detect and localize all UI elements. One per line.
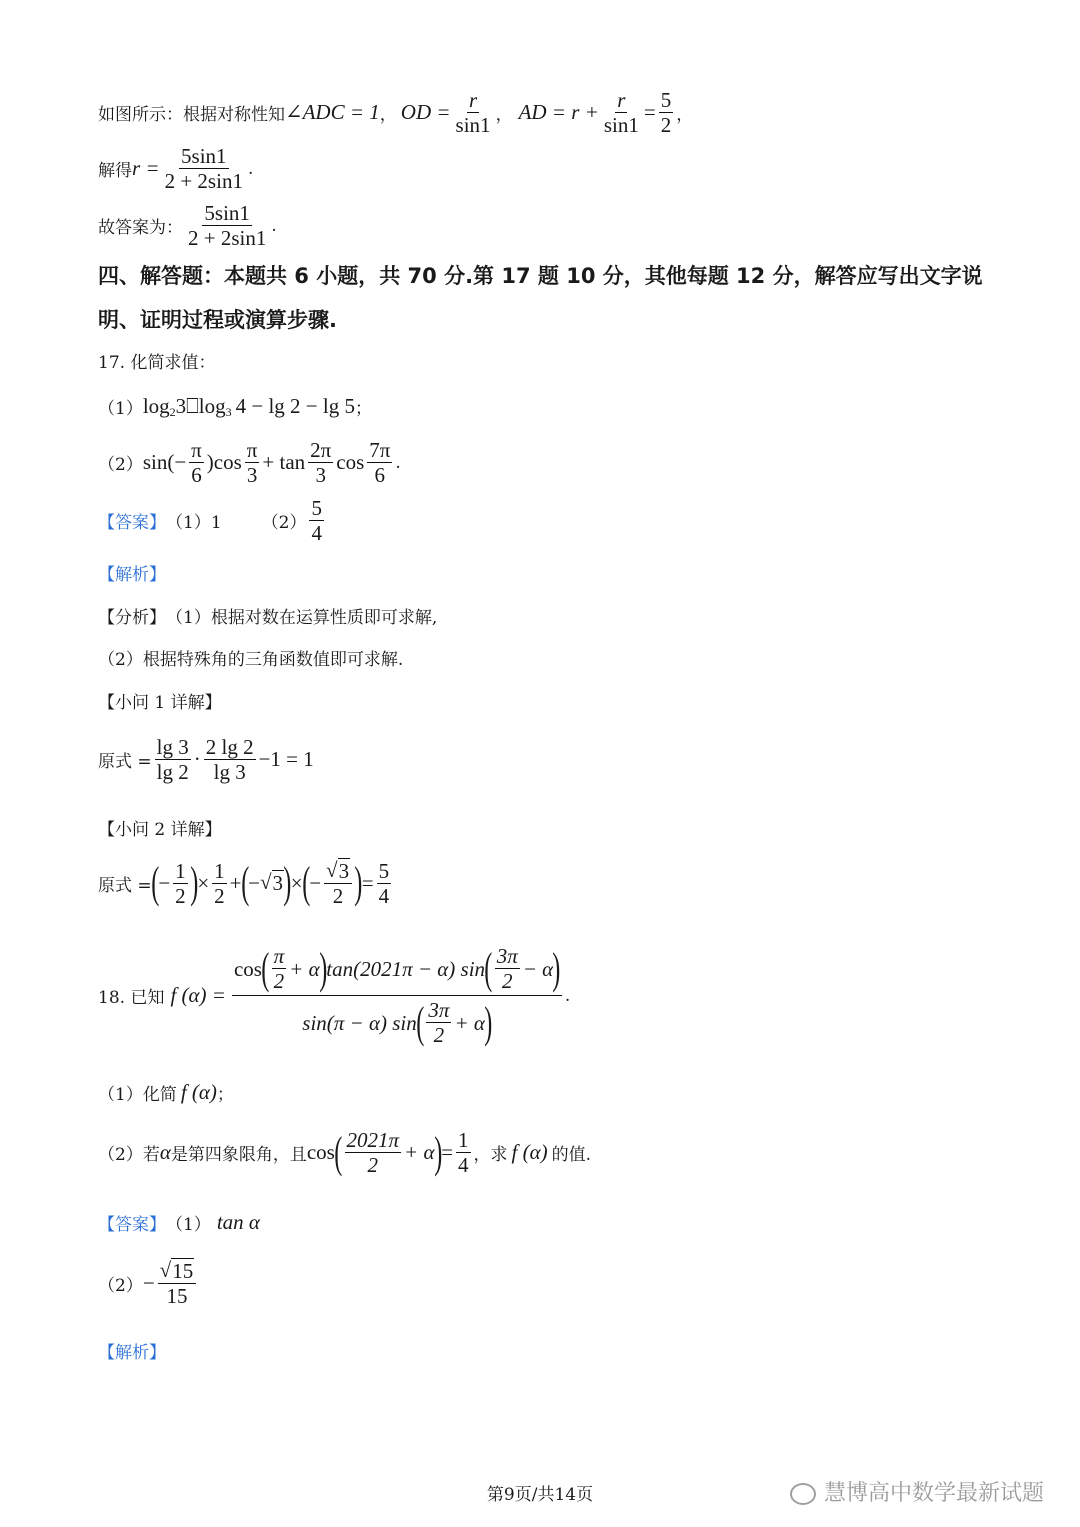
fraction-1-2 — [173, 859, 188, 908]
watermark — [790, 1476, 1044, 1507]
watermark-text: 慧博高中数学最新试题 — [823, 1481, 1044, 1506]
line-answer — [98, 201, 277, 250]
wechat-icon — [790, 1483, 816, 1505]
label: 原式 = — [98, 875, 152, 896]
numerator: π — [246, 438, 258, 462]
denominator: sin1 — [603, 113, 639, 138]
fraction-5-over-2 — [659, 88, 674, 137]
q17-sub2-solution — [98, 858, 394, 908]
label: 原式 = — [98, 752, 152, 773]
cos: cos — [233, 956, 262, 981]
minus: − — [248, 870, 260, 895]
paren-open: ( — [301, 858, 310, 908]
section-heading-line1: 四、解答题：本题共 6 小题，共 70 分.第 17 题 10 分，其他每题 12 分，解答应写出文字说 — [98, 264, 983, 288]
expr: 3⎕log — [175, 394, 226, 418]
period: . — [271, 215, 277, 236]
paren-close: ) — [433, 1127, 442, 1177]
fraction-sqrt3-2 — [324, 858, 352, 908]
q17-sub1-title: 【小问 1 详解】 — [98, 693, 222, 713]
numerator: r — [617, 88, 626, 112]
q17-part2 — [98, 438, 401, 487]
dot: · — [193, 747, 201, 772]
denominator: 2 — [273, 969, 285, 994]
sqrt-3: √ 3 — [260, 870, 284, 896]
expr: 4 − lg 2 − lg 5 — [235, 394, 355, 418]
q17-part1 — [98, 394, 372, 419]
numerator: 3π — [496, 944, 518, 968]
numerator: 2π — [310, 438, 332, 462]
alpha: α — [159, 1140, 171, 1165]
numerator: lg 3 — [156, 735, 189, 759]
numerator: 5sin1 — [181, 144, 227, 168]
fraction-3pi-2 — [426, 998, 451, 1047]
answer-2-label: （2） — [261, 513, 307, 534]
comma: ， — [676, 105, 694, 126]
expr: + tan — [262, 450, 306, 475]
tan-part: tan(2021π − α) sin — [326, 956, 486, 981]
denominator: 2 — [332, 884, 344, 909]
fraction-1-4 — [456, 1128, 471, 1177]
plus-alpha: + α — [289, 956, 320, 981]
numerator: 1 — [175, 858, 186, 883]
den-part: sin(π − α) sin — [302, 1010, 417, 1035]
numerator: 2 lg 2 — [205, 735, 254, 759]
q17-sub2-title: 【小问 2 详解】 — [98, 820, 222, 840]
paren-open: ( — [416, 997, 425, 1047]
denominator: 4 — [458, 1153, 469, 1178]
expr: )cos — [206, 450, 242, 475]
section-heading-line2: 明、证明过程或演算步骤. — [98, 308, 337, 332]
subscript: 2 — [169, 405, 176, 419]
minus: − — [142, 1270, 155, 1295]
numerator: √ 3 — [324, 858, 352, 884]
fraction-2021pi-2 — [345, 1128, 402, 1177]
minus-alpha: − α — [522, 956, 554, 981]
q18-analysis-tag: 【解析】 — [98, 1343, 166, 1363]
od-lhs: OD = — [400, 100, 451, 125]
paren-close: ) — [283, 858, 292, 908]
equals: = — [441, 1140, 453, 1165]
r-eq: r = — [132, 156, 160, 181]
denominator: 6 — [191, 463, 202, 488]
denominator: 6 — [374, 463, 386, 488]
angle-adc: ∠ADC = 1 — [285, 100, 380, 125]
f-alpha: f (α) = — [170, 983, 226, 1008]
numerator: 5 — [660, 88, 672, 112]
denominator: 4 — [311, 521, 322, 546]
period: . — [564, 985, 571, 1006]
line-solve — [98, 144, 253, 193]
denominator: 2 — [214, 883, 225, 908]
period: . — [395, 452, 401, 473]
fraction-answer — [186, 201, 268, 250]
answer-tag: 【答案】 — [98, 1215, 166, 1235]
paren-close: ) — [484, 997, 493, 1047]
text: 是第四象限角，且 — [170, 1145, 307, 1166]
denominator: lg 2 — [156, 760, 189, 785]
f-alpha: f (α) — [180, 1080, 217, 1104]
numerator: 5sin1 — [204, 201, 250, 225]
times: × — [290, 870, 303, 895]
numerator: 1 — [458, 1128, 469, 1152]
denominator: 2 + 2sin1 — [188, 226, 267, 251]
paren-close: ) — [354, 858, 363, 908]
fraction-answer — [163, 144, 245, 193]
fraction-2pi-3 — [308, 438, 333, 487]
line-symmetry — [98, 88, 693, 137]
denominator: 2 — [433, 1023, 445, 1048]
fraction-1-2 — [212, 859, 227, 908]
fenxi-text: （1）根据对数在运算性质即可求解, — [166, 608, 438, 628]
equals: = — [643, 100, 656, 125]
denominator: lg 3 — [213, 760, 246, 785]
q17-answer — [98, 496, 327, 545]
tan-alpha: tan α — [216, 1210, 260, 1234]
paren-open: ( — [484, 943, 493, 993]
numerator: 3π — [428, 998, 450, 1023]
q18-answer — [98, 1210, 260, 1235]
fraction-f-alpha — [232, 944, 562, 1048]
page-number: 第9页/共14页 — [486, 1485, 594, 1505]
radicand: 15 — [172, 1259, 194, 1283]
expr: −1 = 1 — [258, 747, 314, 772]
fraction-r-over-sin1 — [454, 88, 493, 137]
denominator: 3 — [246, 463, 258, 488]
fraction-7pi-6 — [367, 438, 392, 487]
numerator: 1 — [214, 858, 225, 883]
q17-sub1-solution — [98, 735, 314, 784]
numerator: 2021π — [346, 1128, 400, 1152]
numerator: π — [273, 944, 285, 968]
expr: cos — [336, 450, 365, 475]
q17-title: 17. 化简求值： — [98, 353, 216, 373]
fraction-2lg2-lg3 — [204, 735, 256, 784]
cos: cos — [306, 1140, 335, 1165]
text: （1）化简 — [98, 1085, 177, 1105]
paren-open: ( — [150, 858, 160, 908]
plus-alpha: + α — [454, 1010, 485, 1035]
subscript: 3 — [225, 405, 232, 419]
paren-open: ( — [334, 1127, 343, 1177]
q17-analysis-tag: 【解析】 — [98, 565, 166, 585]
numerator: 5 — [378, 858, 390, 883]
answer-tag: 【答案】 — [98, 513, 166, 534]
paren-close: ) — [552, 943, 561, 993]
fraction-pi-6 — [189, 438, 204, 487]
ad-lhs: AD = r + — [518, 100, 599, 125]
q17-fenxi-1 — [98, 603, 437, 628]
denominator: 4 — [378, 883, 390, 908]
paren-open: ( — [261, 943, 270, 993]
label: （1） — [98, 399, 143, 419]
fraction-sqrt15-15 — [158, 1258, 197, 1308]
comma: ， — [379, 105, 397, 126]
radicand: 3 — [338, 859, 350, 883]
answer-1-label: （1） — [166, 1215, 211, 1235]
q17-fenxi-2: （2）根据特殊角的三角函数值即可求解. — [98, 650, 404, 670]
expr: log — [142, 394, 170, 418]
label: （2） — [98, 455, 143, 476]
plus: + — [229, 870, 242, 895]
paren-close: ) — [318, 943, 327, 993]
fraction-3pi-2 — [495, 944, 520, 993]
numerator: π — [191, 438, 202, 462]
text: ，求 — [473, 1145, 508, 1166]
comma: ， — [495, 105, 513, 126]
fraction-5-4 — [309, 496, 324, 545]
title: 18. 已知 — [98, 988, 165, 1009]
period: . — [247, 158, 254, 179]
denominator: 2 — [367, 1153, 379, 1178]
fraction-5-4 — [377, 859, 392, 908]
q18-part2 — [98, 1128, 591, 1177]
numerator: r — [468, 88, 478, 112]
semicolon: ； — [354, 399, 372, 419]
q18-answer-2 — [98, 1258, 199, 1308]
minus: − — [158, 870, 171, 895]
minus: − — [309, 870, 322, 895]
radicand: 3 — [272, 871, 284, 896]
fraction-pi-2 — [272, 944, 287, 993]
text: 解得 — [98, 161, 132, 182]
expr: sin(− — [142, 450, 187, 475]
denominator: 2 — [501, 969, 513, 994]
numerator: √ 15 — [158, 1258, 197, 1284]
text: 故答案为： — [98, 218, 183, 239]
denominator: 2 — [660, 113, 672, 138]
denominator: 2 — [175, 883, 186, 908]
semicolon: ； — [216, 1085, 234, 1105]
f-alpha: f (α) — [511, 1140, 548, 1165]
numerator: 7π — [369, 438, 391, 462]
denominator: 2 + 2sin1 — [164, 169, 243, 194]
times: × — [197, 870, 210, 895]
text: 如图所示：根据对称性知 — [98, 105, 285, 126]
fenxi-tag: 【分析】 — [98, 608, 166, 628]
q18-part1 — [98, 1080, 234, 1105]
denominator: 15 — [166, 1284, 188, 1309]
paren-close: ) — [189, 858, 199, 908]
text: 的值. — [551, 1145, 591, 1166]
equals: = — [361, 870, 374, 895]
fraction-r-over-sin1 — [602, 88, 641, 137]
answer-1: （1）1 — [166, 513, 222, 534]
denominator: sin1 — [455, 113, 491, 138]
denominator — [300, 996, 493, 1047]
q18-definition — [98, 944, 570, 1048]
numerator — [232, 944, 562, 996]
numerator: 5 — [311, 496, 322, 520]
text: （2）若 — [98, 1145, 160, 1166]
denominator: 3 — [315, 463, 326, 488]
fraction-lg3-lg2 — [155, 735, 191, 784]
answer-2-label: （2） — [98, 1275, 143, 1296]
fraction-pi-3 — [245, 438, 260, 487]
paren-open: ( — [240, 858, 249, 908]
plus-alpha: + α — [404, 1140, 435, 1165]
